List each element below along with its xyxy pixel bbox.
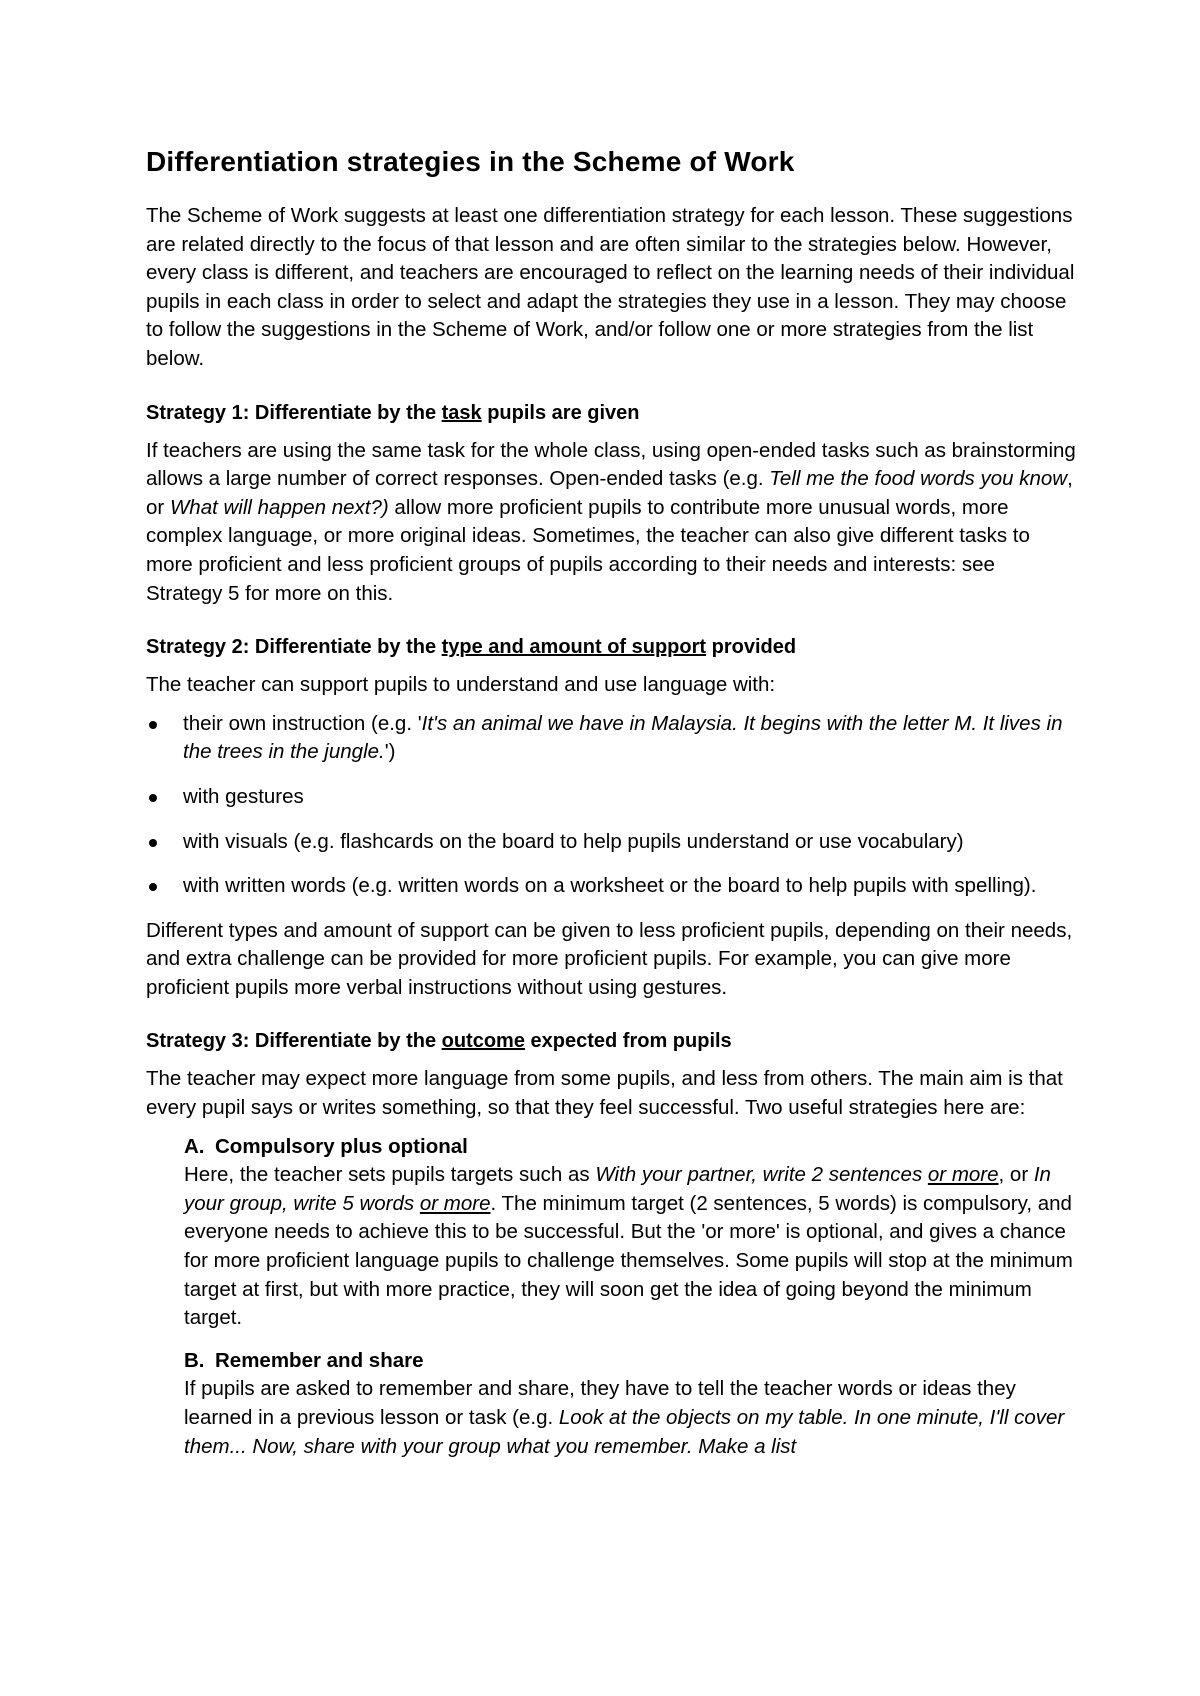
subsection-a — [184, 1133, 1076, 1333]
subsection-b — [184, 1347, 1076, 1461]
bullet-icon — [149, 794, 157, 802]
bullet-icon — [149, 839, 157, 847]
list-item: with written words (e.g. written words on a worksheet or the board to help pupils with spelling). — [146, 872, 1076, 901]
subsection-a-body: Here, the teacher sets pupils targets such as With your partner, write 2 sentences or more, or In your group, write 5 words or more. The minimum target (2 sentences, 5 words) is compulsory, and everyone needs to achieve this to be successful. But the 'or more' is optional, and gives a chance for more proficient language pupils to challenge themselves. Some pupils will stop at the minimum target at first, but with more practice, they will soon get the idea of going beyond the minimum target. — [184, 1163, 1073, 1330]
bullet-icon — [149, 721, 157, 729]
document-page — [146, 142, 1076, 1475]
support-list — [146, 710, 1076, 901]
subsection-a-title: A. Compulsory plus optional — [184, 1134, 468, 1158]
strategy-3-paragraph: The teacher may expect more language from some pupils, and less from others. The main aim is that every pupil says or writes something, so that they feel successful. Two useful strategies here are: — [146, 1067, 1063, 1120]
bullet-icon — [149, 883, 157, 891]
subsection-b-title: B. Remember and share — [184, 1348, 424, 1372]
page-title: Differentiation strategies in the Scheme of Work — [146, 146, 795, 177]
strategy-1-paragraph: If teachers are using the same task for the whole class, using open-ended tasks such as brainstorming allows a large number of correct responses. Open-ended tasks (e.g. Tell me the food words you know, or What will happen next?) allow more proficient pupils to contribute more unusual words, more complex language, or more original ideas. Sometimes, the teacher can also give different tasks to more proficient and less proficient groups of pupils according to their needs and interests: see Strategy 5 for more on this. — [146, 438, 1076, 605]
list-item: with gestures — [146, 783, 1076, 812]
strategy-3-heading: Strategy 3: Differentiate by the outcome expected from pupils — [146, 1030, 732, 1053]
strategy-2-closing: Different types and amount of support can be given to less proficient pupils, depending on their needs, and extra challenge can be provided for more proficient pupils. For example, you can give more proficient pupils more verbal instructions without using gestures. — [146, 918, 1073, 999]
intro-paragraph: The Scheme of Work suggests at least one differentiation strategy for each lesson. These suggestions are related directly to the focus of that lesson and are often similar to the strategies below. However, every class is different, and teachers are encouraged to reflect on the learning needs of their individual pupils in each class in order to select and adapt the strategies they use in a lesson. They may choose to follow the suggestions in the Scheme of Work, and/or follow one or more strategies from the list below. — [146, 204, 1075, 370]
list-item: their own instruction (e.g. 'It's an animal we have in Malaysia. It begins with the letter M. It lives in the trees in the jungle.') — [146, 710, 1076, 767]
strategy-1-heading: Strategy 1: Differentiate by the task pupils are given — [146, 401, 640, 424]
list-item: with visuals (e.g. flashcards on the board to help pupils understand or use vocabulary) — [146, 828, 1076, 857]
strategy-2-lead: The teacher can support pupils to understand and use language with: — [146, 673, 776, 697]
subsection-b-body: If pupils are asked to remember and share, they have to tell the teacher words or ideas they learned in a previous lesson or task (e.g. Look at the objects on my table. In one minute, I'll cover them... Now, share with your group what you remember. Make a list — [184, 1377, 1065, 1458]
strategy-2-heading: Strategy 2: Differentiate by the type and amount of support provided — [146, 636, 797, 659]
